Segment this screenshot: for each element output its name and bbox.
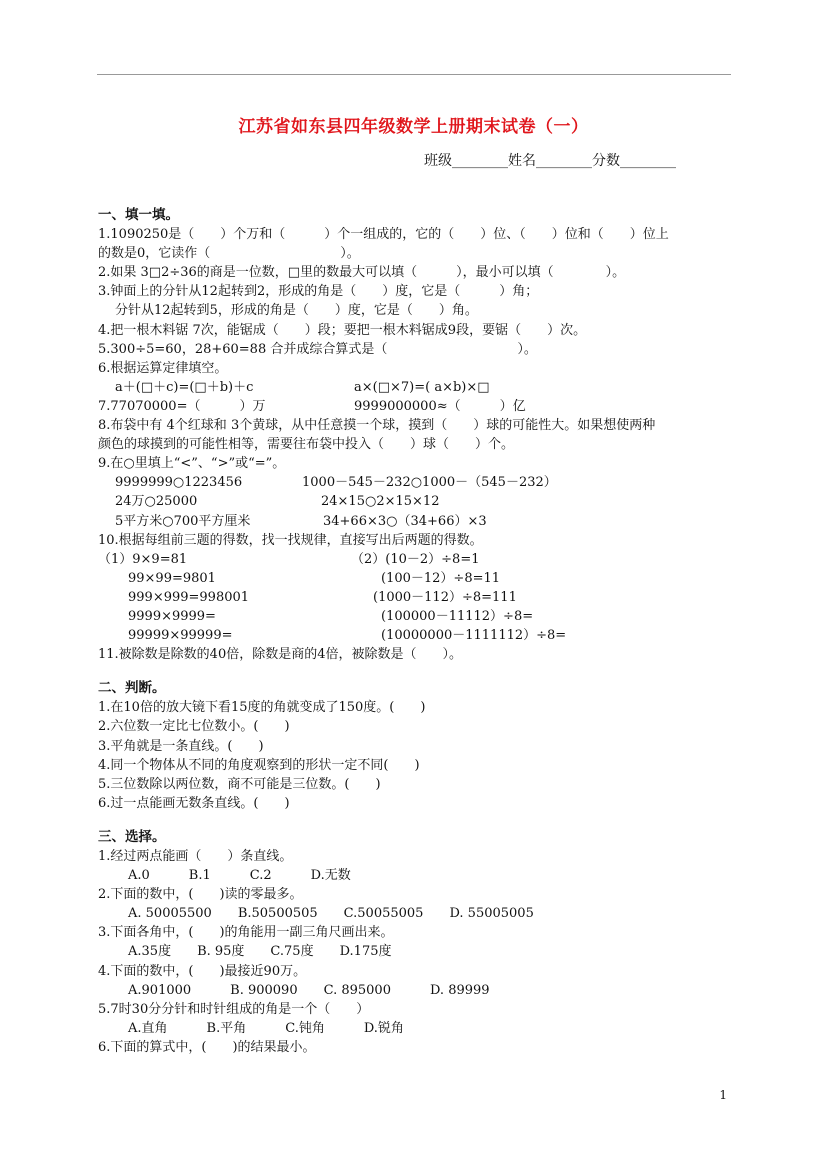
question-3-5: 5.7时30分分针和时针组成的角是一个（ ）: [98, 1001, 370, 1017]
question-1-2: 2.如果 3□2÷36的商是一位数，□里的数最大可以填（ ），最小可以填（ ）。: [98, 265, 626, 281]
compare-item: 9999999○1223456: [115, 475, 243, 491]
question-1-8-cont: 颜色的球摸到的可能性相等，需要往布袋中投入（ ）球（ ）个。: [98, 437, 515, 453]
question-1-1: 1.1090250是（ ）个万和（ ）个一组成的，它的（ ）位、（ ）位和（ ）位上: [98, 227, 669, 243]
student-info: 班级________姓名________分数________: [424, 153, 676, 169]
question-1-11: 11.被除数是除数的40倍，除数是商的4倍，被除数是（ ）。: [98, 647, 462, 663]
exam-content: [98, 206, 738, 1057]
pattern-right: (1000－112）÷8=111: [373, 589, 517, 605]
question-3-4: 4.下面的数中，( )最接近90万。: [98, 963, 307, 979]
top-rule: [97, 74, 731, 75]
question-3-4-options: A.901000 B. 900090 C. 895000 D. 89999: [128, 982, 490, 998]
question-3-2-options: A. 50005500 B.50500505 C.50055005 D. 55005005: [128, 906, 534, 922]
question-1-10: 10.根据每组前三题的得数，找一找规律，直接写出后两题的得数。: [98, 532, 483, 548]
pattern-row-3: [98, 588, 738, 607]
pattern-right: (100－12）÷8=11: [381, 570, 501, 586]
pattern-right: （2）(10－2）÷8=1: [351, 551, 480, 567]
question-1-7b: 9999000000≈（ ）亿: [354, 398, 526, 414]
question-2-1: 1.在10倍的放大镜下看15度的角就变成了150度。( ): [98, 700, 426, 716]
section-1-heading: 一、填一填。: [98, 207, 179, 223]
compare-item: 34+66×3○（34+66）×3: [323, 513, 487, 529]
compare-row-2: [98, 492, 738, 511]
question-3-2: 2.下面的数中，( )读的零最多。: [98, 887, 303, 903]
law-item-2: a×(□×7)=( a×b)×□: [354, 379, 490, 395]
question-3-5-options: A.直角 B.平角 C.钝角 D.锐角: [128, 1020, 404, 1036]
compare-row-3: [98, 512, 738, 531]
question-1-9: 9.在○里填上“<”、“>”或“=”。: [98, 456, 286, 472]
pattern-row-2: [98, 569, 738, 588]
compare-item: 5平方米○700平方厘米: [115, 513, 251, 529]
question-2-3: 3.平角就是一条直线。( ): [98, 738, 264, 754]
pattern-right: (100000－11112）÷8=: [381, 608, 534, 624]
pattern-left: （1）9×9=81: [98, 551, 188, 567]
pattern-left: 99999×99999=: [128, 628, 233, 644]
compare-item: 24×15○2×15×12: [321, 494, 440, 510]
question-1-1-cont: 的数是0，它读作（ ）。: [98, 246, 360, 262]
law-item-1: a＋(□＋c)=(□＋b)＋c: [115, 379, 254, 395]
pattern-row-5: [98, 626, 738, 645]
pattern-left: 9999×9999=: [128, 608, 216, 624]
question-1-3-cont: 分针从12起转到5，形成的角是（ ）度，它是（ ）角。: [115, 303, 478, 319]
question-2-2: 2.六位数一定比七位数小。( ): [98, 719, 290, 735]
question-3-1-options: A.0 B.1 C.2 D.无数: [128, 868, 351, 884]
question-3-6: 6.下面的算式中，( )的结果最小。: [98, 1039, 316, 1055]
question-2-6: 6.过一点能画无数条直线。( ): [98, 795, 290, 811]
question-3-3: 3.下面各角中，( )的角能用一副三角尺画出来。: [98, 925, 394, 941]
question-1-7a: 7.77070000=（ ）万: [98, 398, 266, 414]
pattern-row-1: [98, 550, 738, 569]
section-2-heading: 二、判断。: [98, 680, 166, 697]
page-title: 江苏省如东县四年级数学上册期末试卷（一）: [238, 117, 589, 137]
question-1-3: 3.钟面上的分针从12起转到2，形成的角是（ ）度，它是（ ）角；: [98, 284, 539, 300]
page-number: 1: [719, 1088, 727, 1102]
question-3-1: 1.经过两点能画（ ）条直线。: [98, 849, 293, 864]
pattern-left: 999×999=998001: [128, 589, 250, 605]
question-1-6: 6.根据运算定律填空。: [98, 360, 228, 376]
question-2-5: 5.三位数除以两位数，商不可能是三位数。( ): [98, 776, 381, 792]
question-2-4: 4.同一个物体从不同的角度观察到的形状一定不同( ): [98, 757, 420, 773]
question-1-7: [98, 397, 738, 416]
question-1-8: 8.布袋中有 4个红球和 3个黄球，从中任意摸一个球，摸到（ ）球的可能性大。如果想使两种: [98, 418, 656, 434]
question-3-3-options: A.35度 B. 95度 C.75度 D.175度: [128, 944, 392, 960]
question-1-4: 4.把一根木料锯 7次，能锯成（ ）段；要把一根木料锯成9段，要锯（ ）次。: [98, 322, 587, 338]
compare-item: 24万○25000: [115, 494, 198, 510]
pattern-row-4: [98, 607, 738, 626]
section-3-heading: 三、选择。: [98, 828, 166, 845]
question-1-5: 5.300÷5=60，28+60=88 合并成综合算式是（ ）。: [98, 341, 537, 357]
pattern-left: 99×99=9801: [128, 570, 216, 586]
compare-row-1: [98, 473, 738, 492]
pattern-right: (10000000－1111112）÷8=: [381, 628, 567, 644]
question-1-6-items: [98, 378, 738, 397]
compare-item: 1000－545－232○1000－（545－232）: [302, 475, 557, 491]
